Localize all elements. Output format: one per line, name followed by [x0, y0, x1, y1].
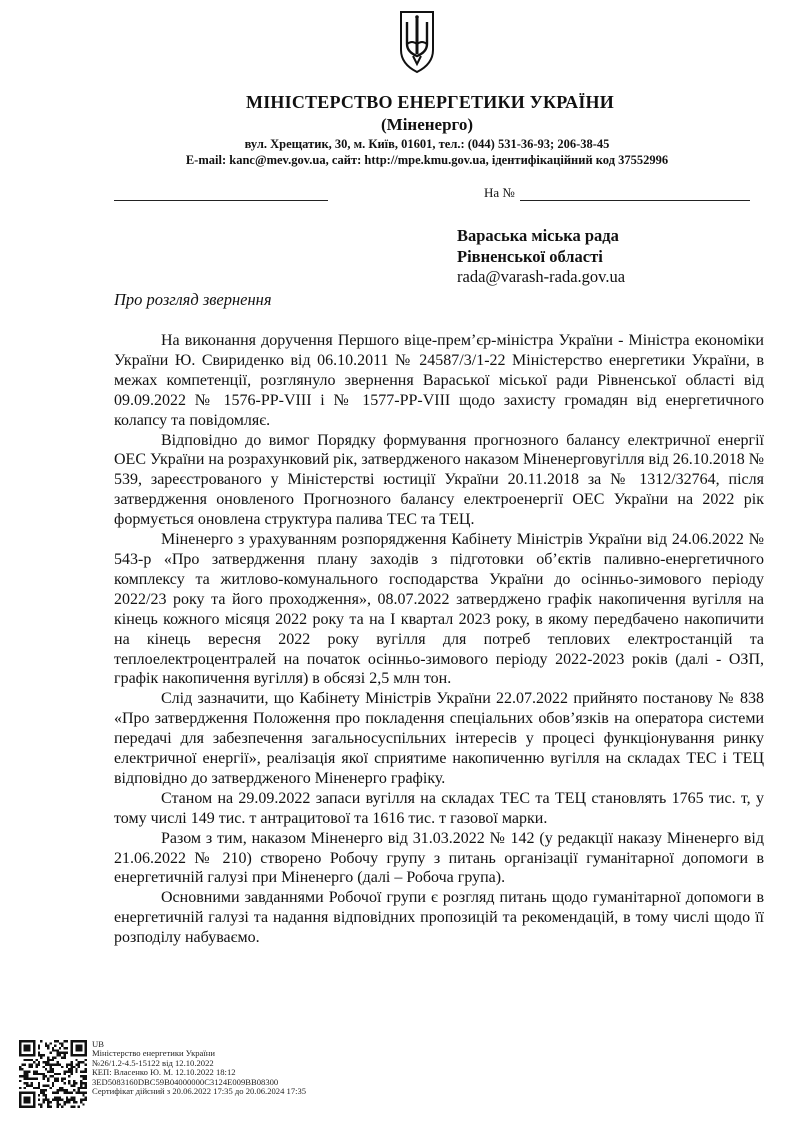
letter-subject: Про розгляд звернення: [114, 290, 272, 309]
letter-body: [114, 331, 764, 948]
body-paragraph: Слід зазначити, що Кабінету Міністрів України 22.07.2022 прийнято постанову № 838 «Про затвердження Положення про покладення спеціальних обов’язків на оператора системи передачі для забезпечення загальносуспільних інтересів у процесі функціонування ринку електричної енергії», реалізація якої сприятиме накопиченню вугілля на складах ТЕС і ТЕЦ відповідно до затвердженого Міненерго графіку.: [114, 690, 764, 787]
signature-line: UB: [92, 1039, 104, 1049]
body-paragraph: На виконання доручення Першого віце-прем’єр-міністра України - Міністра економіки України Ю. Свириденко від 06.10.2011 № 24587/3/1-22 Міністерство енергетики України, в межах компетенції, розглянуло звернення Вараської міської ради Рівненської області від 09.09.2022 № 1576-РР-VIII і № 1577-РР-VIII щодо захисту громадян від енергетичного колапсу та повідомляє.: [114, 332, 764, 429]
ministry-short-name: (Міненерго): [380, 115, 474, 134]
signature-line: Міністерство енергетики України: [92, 1048, 215, 1059]
ministry-title: МІНІСТЕРСТВО ЕНЕРГЕТИКИ УКРАЇНИ: [246, 92, 614, 112]
reference-number-line: [520, 200, 750, 201]
signature-line: №26/1.2-4.5-15122 від 12.10.2022: [92, 1057, 214, 1068]
body-paragraph: Основними завданнями Робочої групи є розгляд питань щодо гуманітарної допомоги в енергетичній галузі та надання відповідних пропозицій та рекомендацій, в тому числі щодо її розподілу набуваємо.: [114, 889, 764, 947]
recipient-region: Рівненської області: [457, 246, 603, 266]
reference-number-label: На №: [484, 185, 515, 200]
body-paragraph: Міненерго з урахуванням розпорядження Кабінету Міністрів України від 24.06.2022 № 543-р «Про затвердження плану заходів з підготовки об’єктів паливно-енергетичного комплексу та житлово-комунального господарства України до осінньо-зимового періоду 2022/23 року та його проходження», 08.07.2022 затверджено графік накопичення вугілля на кінець кожного місяця 2022 року та на І квартал 2023 року, в якому передбачено накопичити на кінець вересня 2022 року вугілля для потреб теплових електростанцій та теплоелектроцентралей на початок осінньо-зимового періоду 2022-2023 років (далі - ОЗП, графік накопичення вугілля) в обсязі 2,5 млн тон.: [114, 531, 764, 688]
recipient-email: rada@varash-rada.gov.ua: [457, 267, 626, 286]
trident-emblem-icon: [399, 10, 435, 74]
recipient-name: Вараська міська рада: [457, 226, 619, 245]
outgoing-number-line: [114, 200, 328, 201]
signature-line: 3ED5083160DBC59B04000000C3124E009BB08300: [92, 1076, 279, 1087]
body-paragraph: Відповідно до вимог Порядку формування прогнозного балансу електричної енергії ОЕС України на розрахунковий рік, затвердженого наказом Міненерговугілля від 26.10.2018 № 539, зареєстрованого у Міністерстві юстиції України 20.11.2018 за № 1312/32764, після затвердження оновленого Прогнозного балансу електроенергії ОЕС України на 2022 рік формується оновлена структура палива ТЕС та ТЕЦ.: [114, 431, 764, 529]
recipient-block: [457, 226, 625, 288]
ministry-contacts: E-mail: kanc@mev.gov.ua, сайт: http://mpe.kmu.gov.ua, ідентифікаційний код 37552996: [185, 153, 669, 167]
body-paragraph: Разом з тим, наказом Міненерго від 31.03.2022 № 142 (у редакції наказу Міненерго від 21.06.2022 № 210) створено Робочу групу з питань організації гуманітарної допомоги в енергетичній галузі при Міненерго (далі – Робоча група).: [114, 829, 764, 887]
body-paragraph: Станом на 29.09.2022 запаси вугілля на складах ТЕС та ТЕЦ становлять 1765 тис. т, у тому числі 149 тис. т антрацитової та 1616 тис. т газової марки.: [114, 789, 764, 827]
signature-line: Сертифікат дійсний з 20.06.2022 17:35 до 20.06.2024 17:35: [92, 1086, 307, 1097]
qr-code-icon: [19, 1040, 87, 1108]
digital-signature-stamp: [92, 1040, 306, 1096]
signature-line: КЕП: Власенко Ю. М. 12.10.2022 18:12: [92, 1067, 236, 1078]
ministry-address: вул. Хрещатик, 30, м. Київ, 01601, тел.: (044) 531-36-93; 206-38-45: [244, 137, 610, 151]
